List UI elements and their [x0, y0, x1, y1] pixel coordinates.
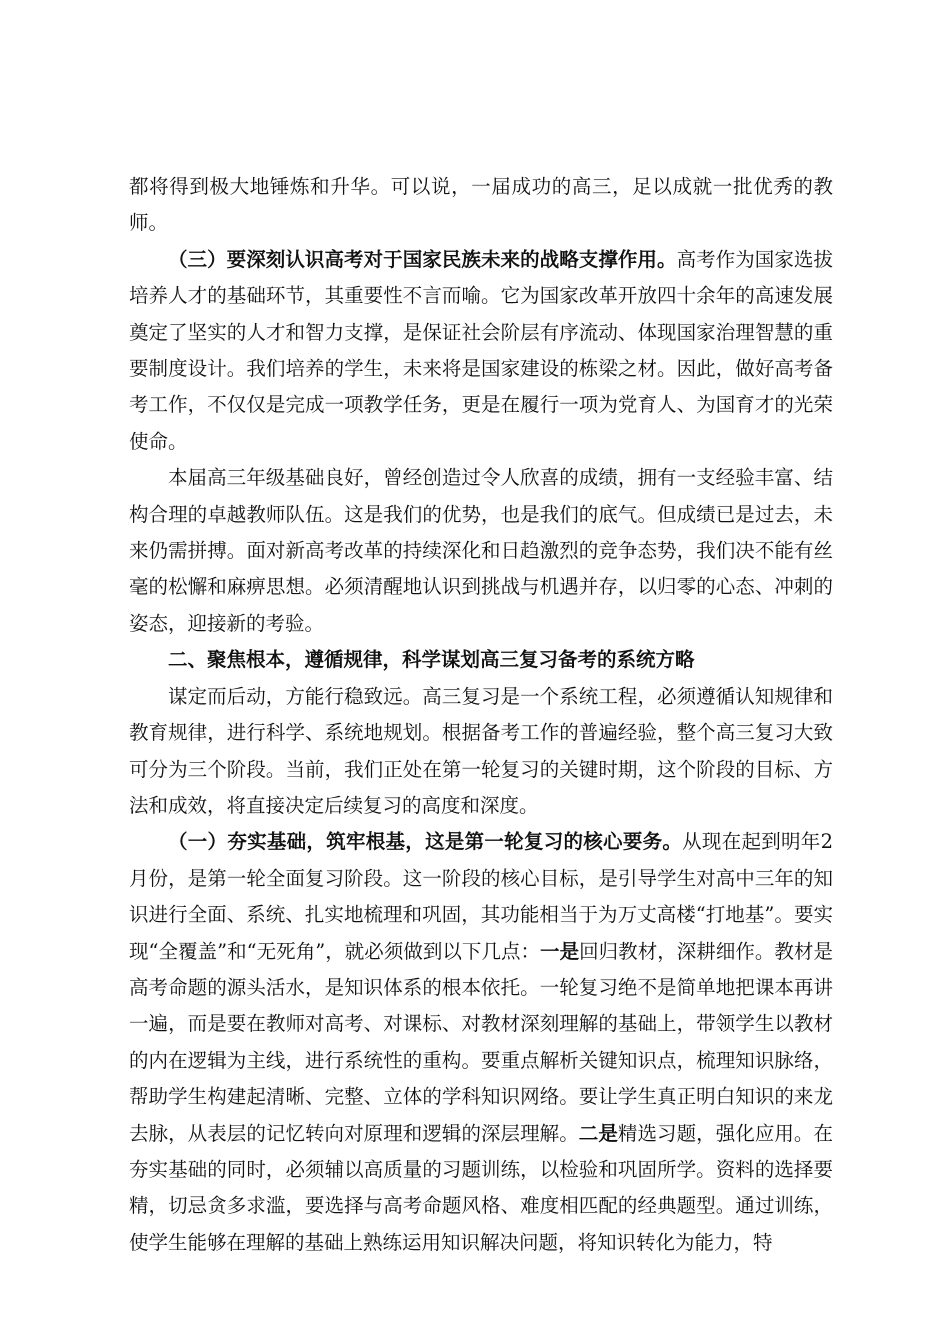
document-page [129, 169, 833, 1261]
paragraph-lead-heading: （一）夯实基础，筑牢根基，这是第一轮复习的核心要务。 [168, 830, 683, 854]
point-marker-1: 一是 [540, 939, 580, 963]
paragraph-continuation: 都将得到极大地锤炼和升华。可以说，一届成功的高三，足以成就一批优秀的教师。 [129, 175, 833, 235]
paragraph-grade-overview: 本届高三年级基础良好，曾经创造过令人欣喜的成绩，拥有一支经验丰富、结构合理的卓越教师队伍。这是我们的优势，也是我们的底气。但成绩已是过去，未来仍需拼搏。面对新高考改革的持续深化和日趋激烈的竞争态势，我们决不能有丝毫的松懈和麻痹思想。必须清醒地认识到挑战与机遇并存，以归零的心态、冲刺的姿态，迎接新的考验。 [129, 466, 833, 635]
paragraph-review-plan: 谋定而后动，方能行稳致远。高三复习是一个系统工程，必须遵循认知规律和教育规律，进行科学、系统地规划。根据备考工作的普遍经验，整个高三复习大致可分为三个阶段。当前，我们正处在第一轮复习的关键时期，这个阶段的目标、方法和成效，将直接决定后续复习的高度和深度。 [129, 684, 833, 817]
paragraph-body: 高考作为国家选拔培养人才的基础环节，其重要性不言而喻。它为国家改革开放四十余年的高速发展奠定了坚实的人才和智力支撑，是保证社会阶层有序流动、体现国家治理智慧的重要制度设计。我们培养的学生，未来将是国家建设的栋梁之材。因此，做好高考备考工作，不仅仅是完成一项教学任务，更是在履行一项为党育人、为国育才的光荣使命。 [129, 247, 833, 453]
paragraph-first-round [129, 824, 833, 1261]
paragraph-lead-heading: （三）要深刻认识高考对于国家民族未来的战略支撑作用。 [168, 247, 677, 271]
paragraph-body: 精选习题，强化应用。在夯实基础的同时，必须辅以高质量的习题训练，以检验和巩固所学。资料的选择要精，切忌贪多求滥，要选择与高考命题风格、难度相匹配的经典题型。通过训练，使学生能够在理解的基础上熟练运用知识解决问题，将知识转化为能力，特 [129, 1121, 833, 1254]
paragraph-body: 回归教材，深耕细作。教材是高考命题的源头活水，是知识体系的根本依托。一轮复习绝不是简单地把课本再讲一遍，而是要在教师对高考、对课标、对教材深刻理解的基础上，带领学生以教材的内在逻辑为主线，进行系统性的重构。要重点解析关键知识点，梳理知识脉络，帮助学生构建起清晰、完整、立体的学科知识网络。要让学生真正明白知识的来龙去脉，从表层的记忆转向对原理和逻辑的深层理解。 [129, 939, 833, 1145]
paragraph-strategic-support [129, 242, 833, 460]
paragraph-body: 从现在起到明年2月份，是第一轮全面复习阶段。这一阶段的核心目标，是引导学生对高中三年的知识进行全面、系统、扎实地梳理和巩固，其功能相当于为万丈高楼“打地基”。要实现“全覆盖”和“无死角”，就必须做到以下几点： [129, 830, 833, 963]
section-heading-2: 二、聚焦根本，遵循规律，科学谋划高三复习备考的系统方略 [168, 648, 695, 672]
point-marker-2: 二是 [578, 1121, 618, 1145]
